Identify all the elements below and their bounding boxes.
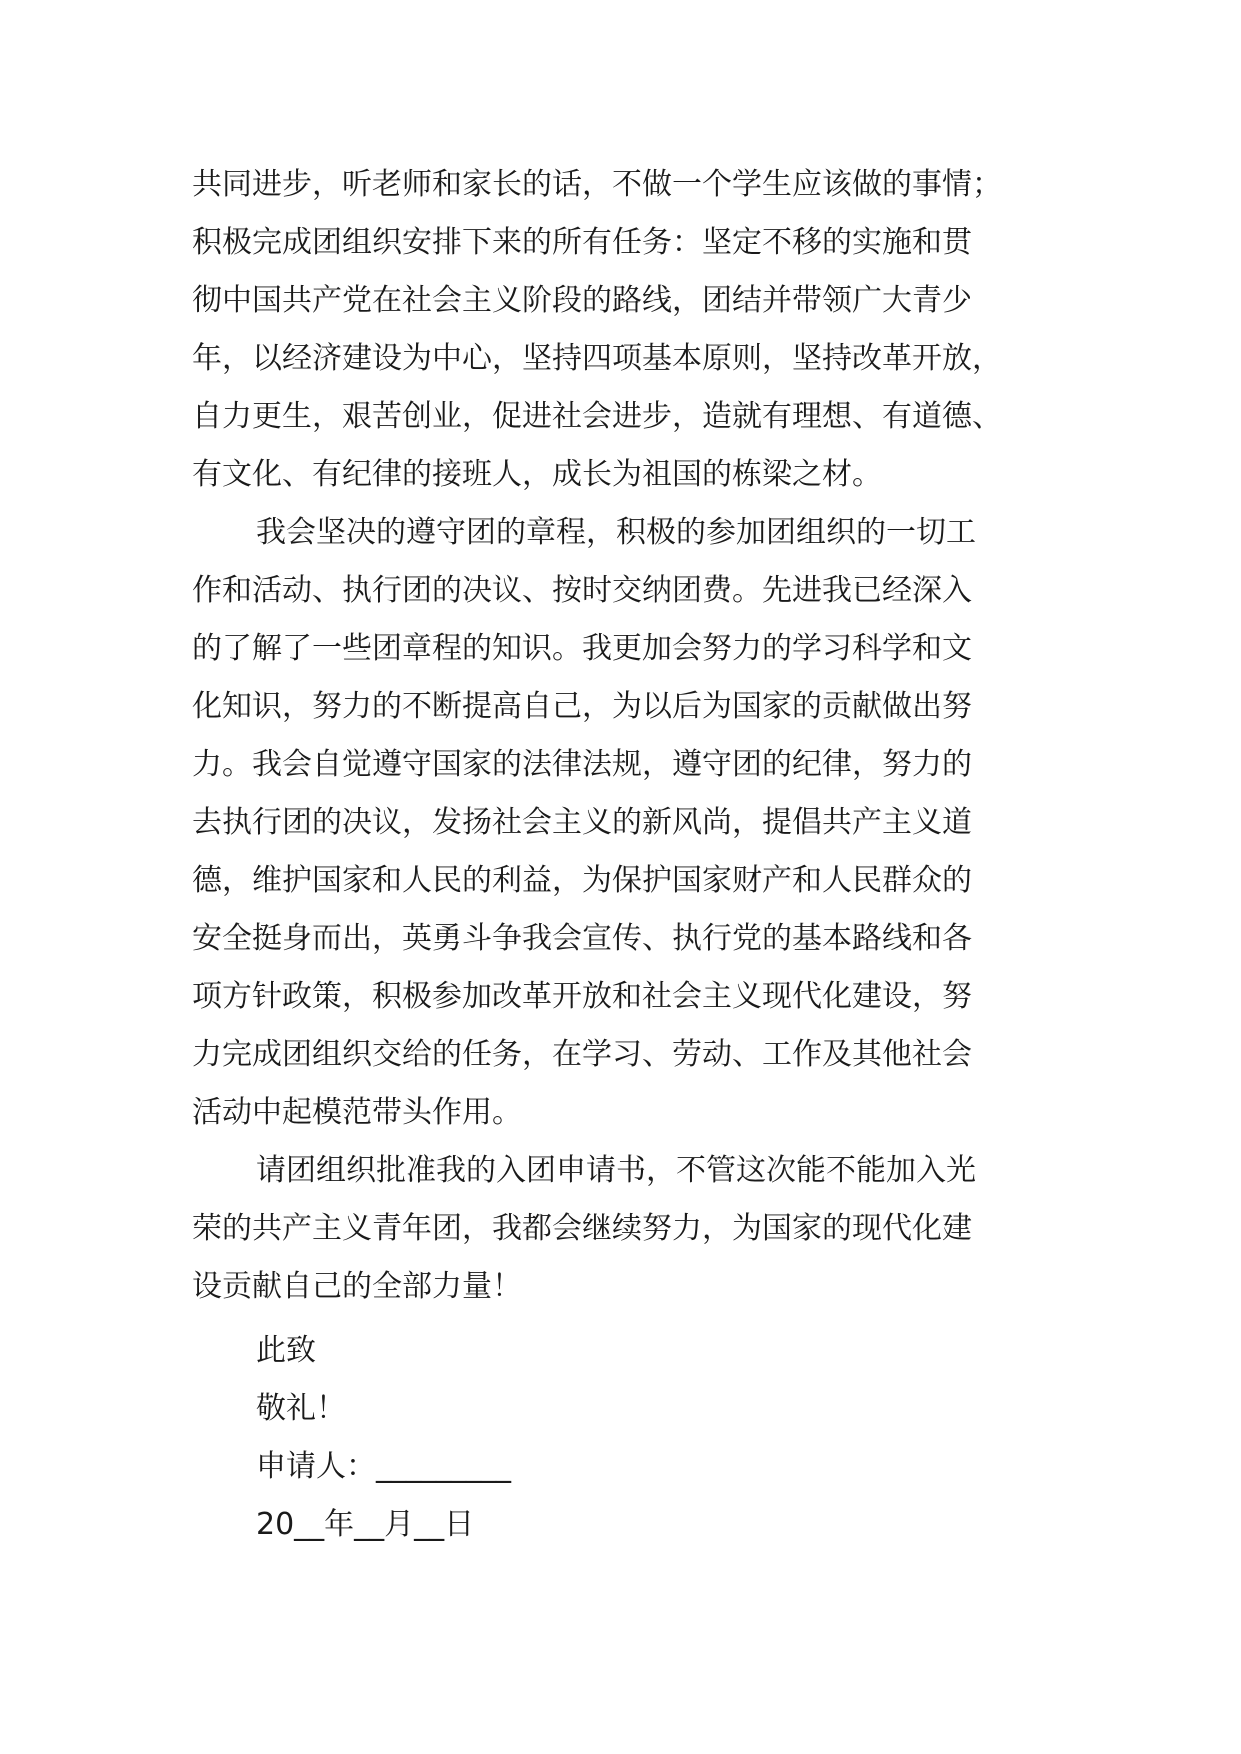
paragraph-1-line: 积极完成团组织安排下来的所有任务：坚定不移的实施和贯 xyxy=(192,225,972,260)
paragraph-2-line: 德，维护国家和人民的利益，为保护国家财产和人民群众的 xyxy=(192,863,972,898)
paragraph-2-line: 力。我会自觉遵守国家的法律法规，遵守团的纪律，努力的 xyxy=(192,747,972,782)
paragraph-1-line: 彻中国共产党在社会主义阶段的路线，团结并带领广大青少 xyxy=(192,283,972,318)
paragraph-2-line: 作和活动、执行团的决议、按时交纳团费。先进我已经深入 xyxy=(192,573,972,608)
paragraph-3-line: 设贡献自己的全部力量！ xyxy=(192,1269,522,1304)
salutation: 此致 xyxy=(256,1333,316,1368)
letter-closing xyxy=(256,1322,511,1554)
paragraph-1-line: 有文化、有纪律的接班人，成长为祖国的栋梁之材。 xyxy=(192,457,882,492)
paragraph-2-line: 我会坚决的遵守团的章程，积极的参加团组织的一切工 xyxy=(256,515,976,550)
paragraph-2-line: 的了解了一些团章程的知识。我更加会努力的学习科学和文 xyxy=(192,631,972,666)
paragraph-2-line: 项方针政策，积极参加改革开放和社会主义现代化建设，努 xyxy=(192,979,972,1014)
letter-body xyxy=(192,156,1052,1316)
paragraph-1-line: 自力更生，艰苦创业，促进社会进步，造就有理想、有道德、 xyxy=(192,399,1002,434)
paragraph-2-line: 活动中起模范带头作用。 xyxy=(192,1095,522,1130)
respect-line: 敬礼！ xyxy=(256,1391,346,1426)
paragraph-2-line: 化知识，努力的不断提高自己，为以后为国家的贡献做出努 xyxy=(192,689,972,724)
paragraph-2-line: 去执行团的决议，发扬社会主义的新风尚，提倡共产主义道 xyxy=(192,805,972,840)
paragraph-1-line: 共同进步，听老师和家长的话，不做一个学生应该做的事情； xyxy=(192,167,1002,202)
paragraph-1-line: 年，以经济建设为中心，坚持四项基本原则，坚持改革开放， xyxy=(192,341,1002,376)
paragraph-3-line: 荣的共产主义青年团，我都会继续努力，为国家的现代化建 xyxy=(192,1211,972,1246)
paragraph-3-line: 请团组织批准我的入团申请书，不管这次能不能加入光 xyxy=(256,1153,976,1188)
applicant-line: 申请人：_________ xyxy=(256,1449,511,1484)
paragraph-2-line: 安全挺身而出，英勇斗争我会宣传、执行党的基本路线和各 xyxy=(192,921,972,956)
paragraph-2-line: 力完成团组织交给的任务，在学习、劳动、工作及其他社会 xyxy=(192,1037,972,1072)
date-line: 20__年__月__日 xyxy=(256,1507,475,1542)
